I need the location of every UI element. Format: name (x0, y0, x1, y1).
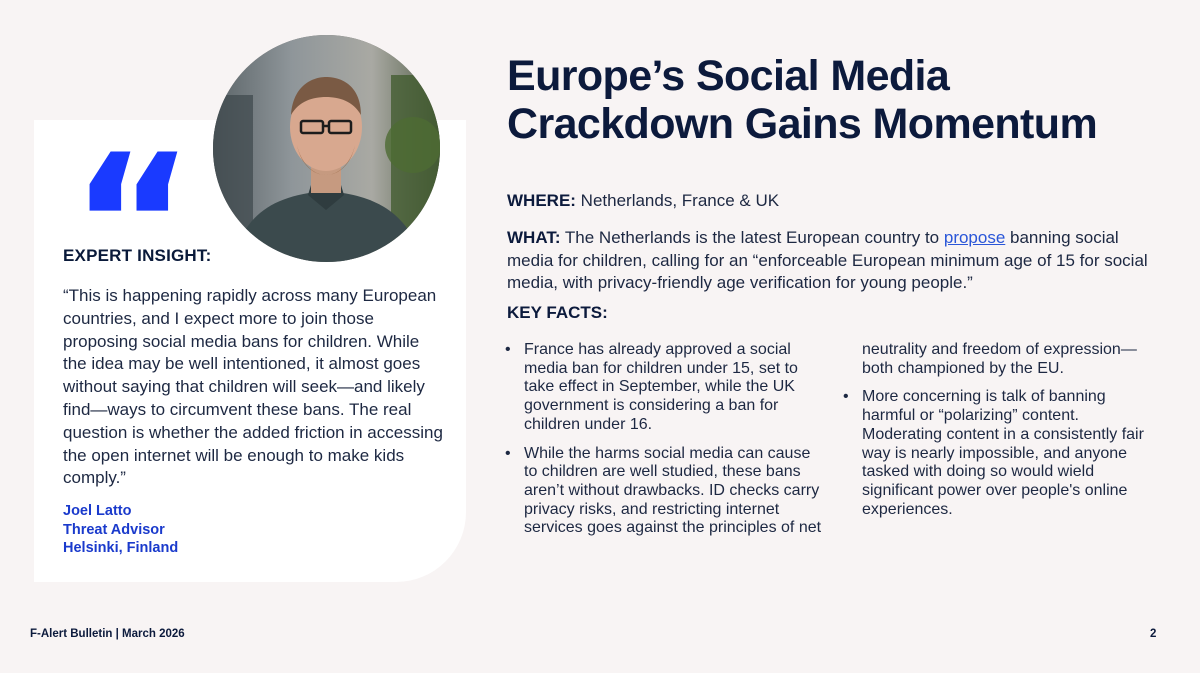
bullet-icon: • (505, 444, 511, 462)
author-name: Joel Latto (63, 503, 132, 519)
quote-mark-icon (70, 140, 195, 240)
key-facts-heading: KEY FACTS: (507, 303, 608, 322)
quote-mark-glyph (70, 140, 195, 240)
propose-link[interactable]: propose (943, 228, 1006, 247)
where-label: WHERE: (507, 191, 576, 210)
bullet-icon: • (505, 341, 511, 358)
key-fact-text: France has already approved a social media ban for children under 15, set to take effect in September, while the UK government is considering a ban for children under 16. (524, 341, 798, 433)
insight-heading: EXPERT INSIGHT: (63, 246, 212, 265)
where-text: Netherlands, France & UK (575, 191, 780, 210)
expert-portrait (213, 35, 440, 262)
expert-quote: “This is happening rapidly across many European countries, and I expect more to join those proposing social media bans for children. While the idea may be well intentioned, it almost goes without saying that children will seek—and likely find—ways to circumvent these bans. The real question is whether the added friction in accessing the open internet will be enough to make kids comply.” (63, 286, 443, 488)
key-fact-item (503, 341, 825, 435)
key-fact-text: While the harms social media can cause to children are well studied, these bans aren’t without drawbacks. ID checks carry privacy risks, and restricting internet services goes against the principles of net neutrality and freedom of expression—both championed by the EU. (524, 341, 1137, 537)
where-line (507, 190, 779, 212)
page-title: Europe’s Social Media Crackdown Gains Momentum (507, 52, 1098, 148)
what-label: WHAT: (507, 228, 561, 247)
bullet-icon: • (843, 388, 849, 406)
author-block (63, 502, 178, 558)
what-paragraph (507, 227, 1167, 295)
what-text-after: banning social media for children, calling for an “enforceable European minimum age of 15 for social media, with privacy-friendly age verification for young people.” (507, 228, 1148, 292)
author-role: Threat Advisor (63, 521, 165, 538)
footer-bulletin-label: F-Alert Bulletin | March 2026 (30, 628, 185, 640)
key-fact-item (841, 388, 1163, 519)
avatar (213, 35, 440, 262)
what-text-before: The Netherlands is the latest European country to (560, 228, 944, 247)
author-location: Helsinki, Finland (63, 540, 179, 556)
page-number: 2 (1150, 628, 1157, 640)
key-facts-list (503, 341, 1163, 546)
key-fact-text: More concerning is talk of banning harmful or “polarizing” content. Moderating content in a consistently fair way is nearly impossible, and anyone tasked with doing so would wield significant power over people's online experiences. (862, 388, 1144, 518)
